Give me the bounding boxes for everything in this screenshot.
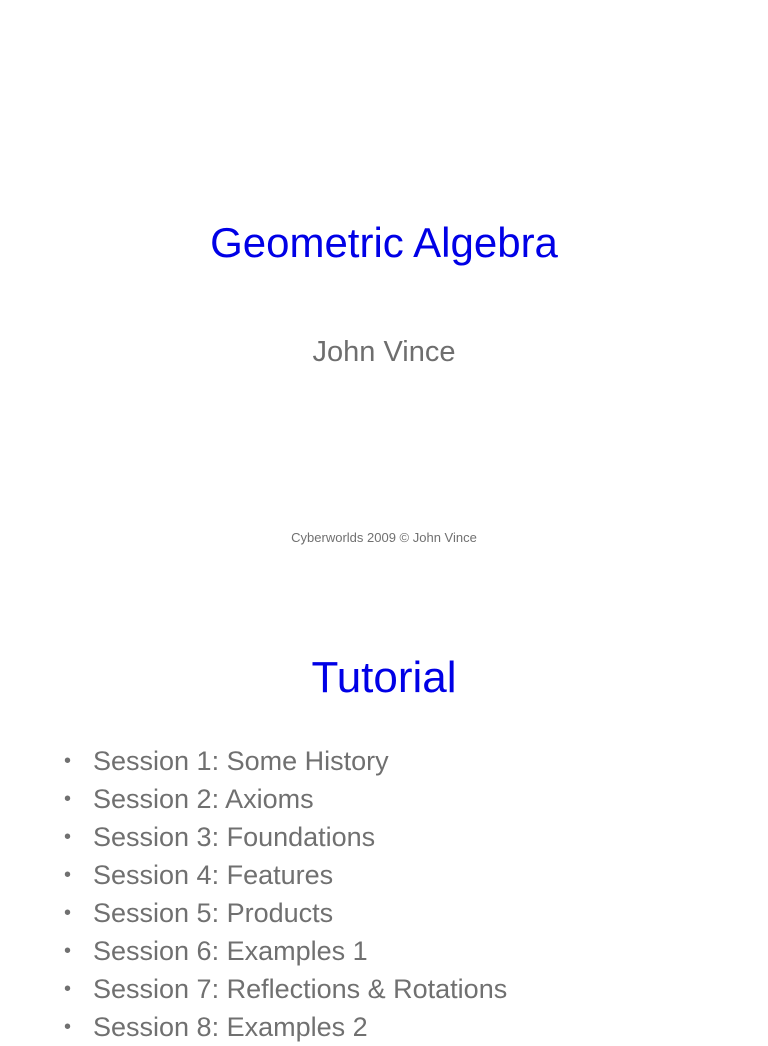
session-item bbox=[64, 970, 507, 1008]
bullet-icon: • bbox=[64, 826, 72, 848]
session-label: Session 2: Axioms bbox=[93, 784, 314, 814]
session-item bbox=[64, 856, 507, 894]
presentation-title: Geometric Algebra bbox=[210, 219, 558, 266]
tutorial-slide bbox=[0, 576, 768, 1042]
bullet-icon: • bbox=[64, 864, 72, 886]
session-label: Session 6: Examples 1 bbox=[93, 936, 368, 966]
bullet-icon: • bbox=[64, 978, 72, 1000]
session-item bbox=[64, 894, 507, 932]
bullet-icon: • bbox=[64, 750, 72, 772]
session-label: Session 8: Examples 2 bbox=[93, 1012, 368, 1042]
session-label: Session 3: Foundations bbox=[93, 822, 376, 852]
bullet-icon: • bbox=[64, 902, 72, 924]
session-list bbox=[64, 742, 507, 1046]
session-item bbox=[64, 1008, 507, 1046]
bullet-icon: • bbox=[64, 788, 72, 810]
slide-footer: Cyberworlds 2009 © John Vince bbox=[291, 530, 477, 545]
session-label: Session 7: Reflections & Rotations bbox=[93, 974, 508, 1004]
session-label: Session 4: Features bbox=[93, 860, 334, 890]
session-item bbox=[64, 932, 507, 970]
tutorial-title: Tutorial bbox=[311, 653, 457, 702]
author-name: John Vince bbox=[312, 336, 456, 368]
session-label: Session 5: Products bbox=[93, 898, 334, 928]
bullet-icon: • bbox=[64, 1016, 72, 1038]
session-item bbox=[64, 818, 507, 856]
bullet-icon: • bbox=[64, 940, 72, 962]
session-item bbox=[64, 742, 507, 780]
session-label: Session 1: Some History bbox=[93, 746, 389, 776]
session-item bbox=[64, 780, 507, 818]
